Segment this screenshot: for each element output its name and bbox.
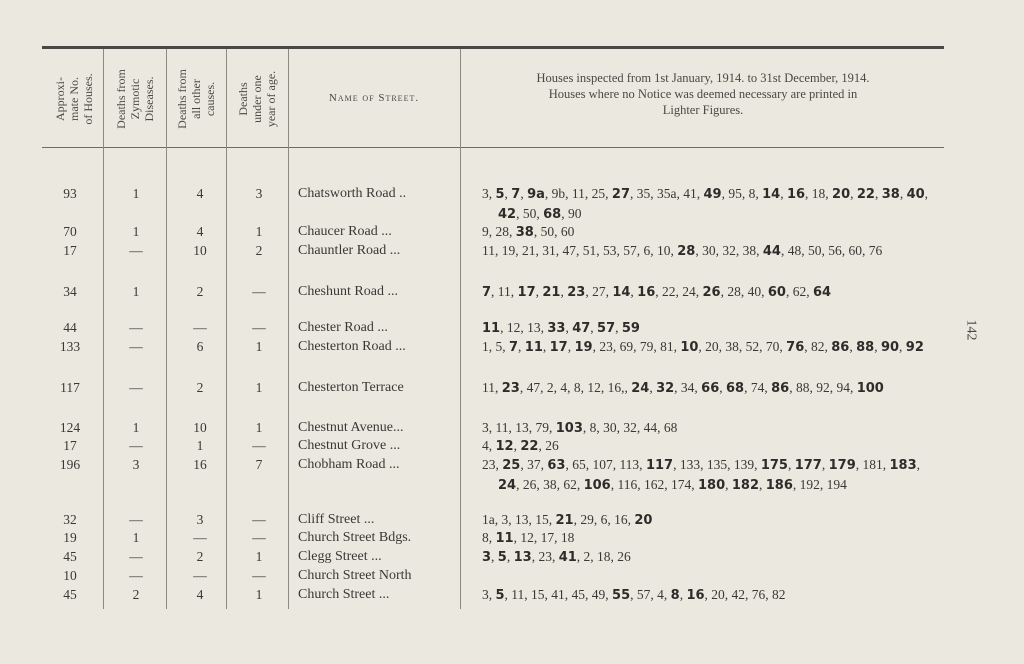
house-number-text: , — [899, 186, 907, 201]
house-number-text: , 133, 135, 139, — [673, 457, 761, 472]
house-number-text: , 48, 50, 56, 60, 76 — [780, 243, 883, 258]
infant-deaths: — — [252, 320, 266, 335]
street-name: Chatsworth Road .. — [298, 186, 407, 201]
house-number-text: 1, 5, — [482, 339, 509, 354]
zymotic-deaths: — — [129, 549, 143, 564]
house-number-text: , 26, 38, 62, — [516, 477, 584, 492]
house-number-text: , 28, 40, — [720, 284, 768, 299]
house-number-text: , 23, — [531, 549, 559, 564]
other-deaths: — — [193, 568, 207, 583]
house-number-notice: 16 — [637, 285, 656, 300]
house-number-text: 11, 19, 21, 31, 47, 51, 53, 57, 6, 10, — [482, 243, 678, 258]
house-number-notice: 5 — [495, 588, 505, 603]
page-number: 142 — [963, 319, 979, 341]
house-number-text: , 29, 6, 16, — [573, 512, 635, 527]
other-deaths: 16 — [193, 457, 207, 472]
house-number-text: , — [780, 186, 787, 201]
house-list — [482, 282, 942, 302]
house-number-text: , 8, 30, 32, 44, 68 — [582, 420, 678, 435]
house-number-text: , — [518, 339, 525, 354]
house-list — [482, 528, 942, 548]
house-number-text: , 26 — [538, 438, 559, 453]
zymotic-deaths: 1 — [132, 186, 140, 201]
house-number-notice: 25 — [502, 458, 521, 473]
house-number-text: , — [590, 320, 598, 335]
other-deaths: 10 — [193, 243, 207, 258]
house-number-text: , — [719, 380, 726, 395]
house-number-text: , 116, 162, 174, — [610, 477, 698, 492]
zymotic-deaths: 1 — [132, 224, 140, 239]
house-number-text: , — [924, 186, 929, 201]
houses-count: 10 — [63, 568, 77, 583]
zymotic-deaths: — — [129, 512, 143, 527]
house-number-notice: 5 — [495, 187, 505, 202]
house-list — [482, 455, 942, 495]
header-street-name: Name of Street. — [328, 92, 420, 104]
house-number-text: , 62, — [785, 284, 813, 299]
zymotic-deaths: 1 — [132, 284, 140, 299]
house-number-text: , 34, — [674, 380, 702, 395]
house-number-text: , — [787, 457, 795, 472]
house-number-text: , — [874, 186, 882, 201]
zymotic-deaths: — — [129, 243, 143, 258]
house-list — [482, 547, 942, 567]
house-number-text: , — [916, 457, 921, 472]
house-number-notice: 24 — [631, 381, 650, 396]
other-deaths: 4 — [196, 587, 204, 602]
house-list — [482, 184, 942, 224]
house-number-notice: 92 — [905, 340, 924, 355]
house-number-notice: 59 — [621, 321, 640, 336]
house-number-notice: 117 — [645, 458, 674, 473]
house-number-text: , — [849, 339, 857, 354]
houses-count: 17 — [63, 243, 77, 258]
house-number-notice: 13 — [513, 550, 532, 565]
houses-count: 44 — [63, 320, 77, 335]
house-number-notice: 100 — [856, 381, 884, 396]
other-deaths: 2 — [196, 284, 204, 299]
street-name: Chesterton Terrace — [298, 380, 404, 395]
house-number-text: , 12, 17, 18 — [513, 530, 575, 545]
houses-count: 133 — [59, 339, 81, 354]
house-number-text: , 88, 92, 94, — [789, 380, 857, 395]
house-number-notice: 103 — [555, 421, 583, 436]
header-zymotic-deaths: Deaths from Zymotic Diseases. — [114, 69, 156, 129]
zymotic-deaths: — — [129, 380, 143, 395]
house-number-notice: 175 — [760, 458, 788, 473]
house-number-notice: 11 — [524, 340, 543, 355]
zymotic-deaths: 1 — [132, 530, 140, 545]
houses-count: 17 — [63, 438, 77, 453]
header-other-deaths: Deaths from all other causes. — [175, 69, 217, 129]
header-approx-houses: Approxi- mate No. of Houses. — [53, 73, 95, 125]
house-number-text: , — [504, 186, 512, 201]
house-number-notice: 57 — [597, 321, 616, 336]
infant-deaths: 1 — [255, 587, 263, 602]
house-number-text: , — [520, 186, 528, 201]
house-number-text: , — [565, 320, 573, 335]
house-number-notice: 20 — [832, 187, 851, 202]
house-number-notice: 180 — [697, 478, 726, 493]
infant-deaths: 7 — [255, 457, 263, 472]
house-number-notice: 11 — [495, 531, 514, 546]
house-number-text: , 2, 18, 26 — [576, 549, 631, 564]
street-name: Chestnut Grove ... — [298, 438, 401, 453]
house-number-notice: 86 — [771, 381, 790, 396]
other-deaths: 3 — [196, 512, 204, 527]
house-number-notice: 5 — [497, 550, 507, 565]
house-number-notice: 11 — [482, 321, 501, 336]
zymotic-deaths: — — [129, 339, 143, 354]
infant-deaths: 3 — [255, 186, 263, 201]
street-name: Church Street Bdgs. — [298, 530, 412, 545]
house-number-text: , — [679, 587, 687, 602]
house-number-notice: 41 — [558, 550, 577, 565]
house-number-notice: 23 — [501, 381, 520, 396]
street-name: Chauntler Road ... — [298, 243, 401, 258]
house-number-notice: 7 — [482, 285, 492, 300]
house-number-text: , 95, 8, — [721, 186, 763, 201]
house-number-text: 9, 28, — [482, 224, 516, 239]
column-divider — [166, 49, 167, 609]
house-number-notice: 17 — [517, 285, 536, 300]
house-number-notice: 44 — [762, 244, 781, 259]
house-number-text: , 11, 15, 41, 45, 49, — [504, 587, 613, 602]
house-number-notice: 182 — [731, 478, 760, 493]
house-number-text: , 22, 24, — [655, 284, 703, 299]
house-number-notice: 17 — [549, 340, 568, 355]
other-deaths: — — [193, 530, 207, 545]
infant-deaths: 1 — [255, 549, 263, 564]
header-rule — [42, 147, 944, 148]
house-number-notice: 7 — [509, 340, 519, 355]
house-number-text: , 12, 13, — [500, 320, 548, 335]
house-number-notice: 21 — [542, 285, 561, 300]
street-name: Chestnut Avenue... — [298, 420, 404, 435]
house-number-notice: 26 — [702, 285, 721, 300]
houses-count: 34 — [63, 284, 77, 299]
house-number-notice: 22 — [520, 439, 539, 454]
infant-deaths: — — [252, 512, 266, 527]
house-list — [482, 241, 942, 261]
top-rule — [42, 46, 944, 49]
house-number-notice: 3 — [482, 550, 492, 565]
house-number-notice: 55 — [612, 588, 631, 603]
house-number-notice: 47 — [572, 321, 591, 336]
house-number-text: , — [649, 380, 657, 395]
house-number-notice: 68 — [726, 381, 745, 396]
other-deaths: 2 — [196, 380, 204, 395]
houses-count: 19 — [63, 530, 77, 545]
house-number-text: , — [567, 339, 575, 354]
infant-deaths: — — [252, 284, 266, 299]
house-number-notice: 186 — [765, 478, 793, 493]
house-number-notice: 14 — [612, 285, 631, 300]
other-deaths: 6 — [196, 339, 204, 354]
infant-deaths: 1 — [255, 224, 263, 239]
house-number-text: 3, — [482, 587, 496, 602]
house-number-notice: 66 — [701, 381, 720, 396]
street-name: Chobham Road ... — [298, 457, 400, 472]
other-deaths: 4 — [196, 224, 204, 239]
house-number-text: , — [491, 549, 498, 564]
column-divider — [103, 49, 104, 609]
infant-deaths: 2 — [255, 243, 263, 258]
house-list — [482, 418, 942, 438]
house-number-text: , 65, 107, 113, — [565, 457, 646, 472]
houses-count: 32 — [63, 512, 77, 527]
houses-count: 93 — [63, 186, 77, 201]
house-number-text: , 37, — [520, 457, 548, 472]
house-number-text: , 9b, 11, 25, — [544, 186, 612, 201]
header-infant-deaths: Deaths under one year of age. — [236, 70, 278, 128]
house-number-notice: 49 — [703, 187, 722, 202]
house-number-notice: 64 — [812, 285, 832, 300]
house-list — [482, 222, 942, 242]
infant-deaths: 1 — [255, 380, 263, 395]
house-number-text: , — [759, 477, 766, 492]
house-number-notice: 19 — [574, 340, 593, 355]
house-number-notice: 90 — [880, 340, 900, 355]
house-list — [482, 337, 942, 357]
house-number-text: , — [506, 549, 514, 564]
street-name: Chaucer Road ... — [298, 224, 392, 239]
house-number-notice: 86 — [831, 340, 850, 355]
house-number-text: 3, — [482, 186, 496, 201]
house-number-notice: 38 — [881, 187, 900, 202]
house-number-notice: 60 — [767, 285, 786, 300]
house-number-text: 1a, 3, 13, 15, — [482, 512, 556, 527]
house-list — [482, 378, 942, 398]
house-number-notice: 177 — [794, 458, 822, 473]
infant-deaths: 1 — [255, 339, 263, 354]
house-number-notice: 32 — [656, 381, 675, 396]
zymotic-deaths: 3 — [132, 457, 140, 472]
houses-count: 70 — [63, 224, 77, 239]
house-number-text: , 50, 60 — [533, 224, 575, 239]
house-list — [482, 436, 942, 456]
house-number-text: , — [615, 320, 622, 335]
house-number-text: , — [535, 284, 543, 299]
house-list — [482, 510, 942, 530]
zymotic-deaths: — — [129, 568, 143, 583]
house-number-text: , — [630, 284, 638, 299]
zymotic-deaths: 2 — [132, 587, 140, 602]
street-name: Cheshunt Road ... — [298, 284, 398, 299]
house-number-notice: 33 — [547, 321, 566, 336]
houses-count: 124 — [59, 420, 81, 435]
street-name: Church Street North — [298, 568, 412, 583]
house-number-text: , — [725, 477, 732, 492]
houses-count: 45 — [63, 587, 77, 602]
zymotic-deaths: — — [129, 438, 143, 453]
house-number-text: , 74, — [744, 380, 772, 395]
zymotic-deaths: — — [129, 320, 143, 335]
infant-deaths: — — [252, 568, 266, 583]
house-number-text: , — [513, 438, 521, 453]
street-name: Cliff Street ... — [298, 512, 375, 527]
house-number-notice: 23 — [567, 285, 586, 300]
house-number-text: , — [850, 186, 857, 201]
column-divider — [460, 49, 461, 609]
column-divider — [288, 49, 289, 609]
house-number-notice: 9a — [527, 187, 545, 202]
house-number-text: , 30, 32, 38, — [695, 243, 763, 258]
other-deaths: 1 — [196, 438, 204, 453]
house-number-notice: 7 — [511, 187, 521, 202]
house-number-notice: 63 — [547, 458, 566, 473]
infant-deaths: — — [252, 438, 266, 453]
house-list — [482, 585, 942, 605]
house-number-notice: 183 — [889, 458, 917, 473]
house-number-notice: 8 — [670, 588, 680, 603]
house-number-text: , 20, 42, 76, 82 — [704, 587, 786, 602]
house-number-notice: 88 — [856, 340, 875, 355]
houses-count: 117 — [60, 380, 80, 395]
house-number-notice: 16 — [786, 187, 806, 202]
house-number-text: , 82, — [804, 339, 832, 354]
house-number-text: , — [874, 339, 881, 354]
house-number-notice: 12 — [495, 439, 514, 454]
house-number-notice: 76 — [786, 340, 805, 355]
house-number-text: , — [821, 457, 829, 472]
infant-deaths: 1 — [255, 420, 263, 435]
other-deaths: 4 — [196, 186, 204, 201]
house-number-text: , 192, 194 — [792, 477, 847, 492]
house-number-notice: 10 — [680, 340, 699, 355]
house-number-notice: 14 — [762, 187, 781, 202]
infant-deaths: — — [252, 530, 266, 545]
house-number-notice: 38 — [515, 225, 534, 240]
house-number-text: , 11, — [491, 284, 518, 299]
house-number-notice: 27 — [611, 187, 631, 202]
house-number-text: , 23, 69, 79, 81, — [592, 339, 681, 354]
street-name: Clegg Street ... — [298, 549, 382, 564]
other-deaths: 2 — [196, 549, 204, 564]
house-number-text: , — [899, 339, 906, 354]
header-houses-inspected: Houses inspected from 1st January, 1914. to 31st December, 1914. Houses where no Notice was deemed necessary are printed in Lighter Figures. — [536, 71, 870, 117]
house-number-notice: 16 — [686, 588, 705, 603]
house-number-text: , 50, — [516, 206, 544, 221]
houses-count: 196 — [59, 457, 81, 472]
house-number-text: , 35, 35a, 41, — [630, 186, 704, 201]
house-number-notice: 22 — [856, 187, 875, 202]
house-number-text: , 27, — [585, 284, 613, 299]
street-name: Chesterton Road ... — [298, 339, 406, 354]
house-number-text: , 18, — [805, 186, 833, 201]
house-number-text: , 20, 38, 52, 70, — [698, 339, 787, 354]
house-number-text: , 90 — [561, 206, 582, 221]
street-name: Church Street ... — [298, 587, 390, 602]
house-number-text: 8, — [482, 530, 496, 545]
house-number-notice: 24 — [498, 478, 517, 493]
zymotic-deaths: 1 — [132, 420, 140, 435]
street-name: Chester Road ... — [298, 320, 388, 335]
house-number-notice: 21 — [555, 513, 574, 528]
house-number-text: 11, — [482, 380, 502, 395]
house-number-text: , 57, 4, — [630, 587, 671, 602]
house-number-notice: 20 — [634, 513, 653, 528]
house-number-notice: 40 — [906, 187, 925, 202]
house-number-text: , — [542, 339, 550, 354]
house-number-text: , — [560, 284, 568, 299]
house-number-text: , 47, 2, 4, 8, 12, 16,, — [519, 380, 632, 395]
house-number-notice: 28 — [677, 244, 696, 259]
house-number-notice: 106 — [583, 478, 611, 493]
house-number-text: 3, 11, 13, 79, — [482, 420, 556, 435]
house-number-text: 4, — [482, 438, 496, 453]
house-number-text: , 181, — [855, 457, 890, 472]
house-number-notice: 68 — [543, 207, 562, 222]
house-number-notice: 42 — [498, 207, 517, 222]
house-number-text: 23, — [482, 457, 503, 472]
other-deaths: — — [193, 320, 207, 335]
house-number-notice: 179 — [828, 458, 856, 473]
houses-count: 45 — [63, 549, 77, 564]
house-list — [482, 318, 942, 338]
other-deaths: 10 — [193, 420, 207, 435]
